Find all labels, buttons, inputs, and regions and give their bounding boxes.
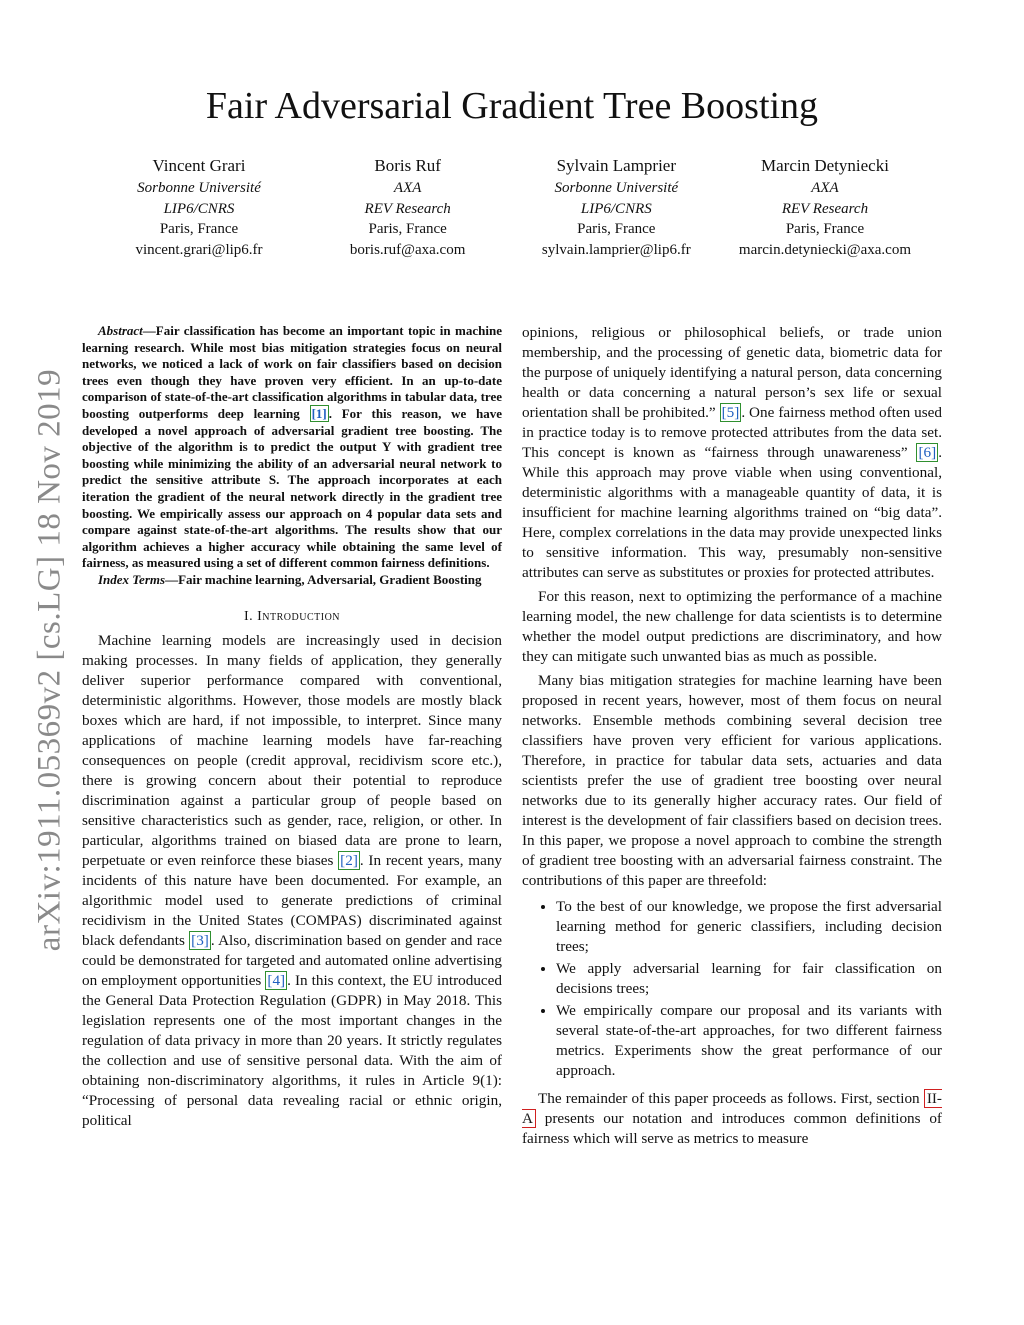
- author-affiliation: AXA: [811, 180, 839, 196]
- author-location: Paris, France: [785, 221, 865, 238]
- citation-link-5[interactable]: [5]: [721, 404, 740, 421]
- author-email: boris.ruf@axa.com: [349, 241, 466, 258]
- intro-text: . In recent years, many incidents of this nature have been documented. For example, an algorithmic model used to generate predictions of criminal recidivism in the United States (COMPAS) discriminated against black defendants: [82, 851, 503, 949]
- author-name: Vincent Grari: [152, 156, 246, 175]
- body-text: The remainder of this paper proceeds as follows. First, section: [538, 1090, 924, 1107]
- body-text: presents our notation and introduces common definitions of fairness which will serve as metrics to measure: [522, 1110, 942, 1147]
- bias-mitigation-paragraph: Many bias mitigation strategies for machine learning have been proposed in recent years, however, most of them focus on neural networks. Ensemble methods combining several decision tree classifiers have proven very efficient for various applications. Therefore, in practice for tabular data sets, actuaries and data scientists prefer the use of gradient tree boosting over neural networks due to its generally higher accuracy rates. Our field of interest is the development of fair classifiers based on decision trees. In this paper, we propose a novel approach to combine the strength of gradient tree boosting with an adversarial fairness constraint. The contributions of this paper are threefold:: [522, 672, 942, 889]
- section-heading-introduction: I. Introduction: [243, 608, 341, 624]
- index-terms-text: —Fair machine learning, Adversarial, Gradient Boosting: [165, 571, 482, 587]
- body-text: opinions, religious or philosophical beliefs, or trade union membership, and the processing of genetic data, biometric data for the purpose of uniquely identifying a natural person, data concerning health or data concerning a natural person’s sex life or sexual orientation shall be prohibited.”: [522, 324, 942, 421]
- challenge-paragraph: For this reason, next to optimizing the performance of a machine learning model, the new challenge for data scientists is to determine whether the model output predictions are discriminatory, and how they can mitigate such unwanted bias as much as possible.: [522, 588, 942, 665]
- author-3: [512, 154, 720, 260]
- author-location: Paris, France: [368, 221, 447, 238]
- author-location: Paris, France: [159, 221, 239, 238]
- intro-paragraph: [82, 631, 502, 1131]
- author-name: Marcin Detyniecki: [761, 156, 889, 175]
- left-column: [82, 323, 502, 1131]
- author-block: [95, 154, 929, 260]
- author-department: LIP6/CNRS: [163, 200, 235, 217]
- citation-link-4[interactable]: [4]: [267, 971, 286, 989]
- arxiv-identifier: arXiv:1911.05369v2 [cs.LG] 18 Nov 2019: [31, 368, 68, 952]
- paper-title: Fair Adversarial Gradient Tree Boosting: [205, 85, 819, 127]
- author-department: REV Research: [364, 200, 451, 217]
- author-email: vincent.grari@lip6.fr: [135, 241, 263, 258]
- author-affiliation: Sorbonne Université: [137, 180, 261, 196]
- intro-text: Machine learning models are increasingly used in decision making processes. In many fields of application, they generally deliver superior performance compared with conventional, deterministic algorithms. However, those models are mostly black boxes which are hard, if not impossible, to interpret. Since many applications of machine learning models have far-reaching consequences on people (credit approval, recidivism score etc.), there is growing concern about their potential to reproduce discrimination against a particular group of people based on sensitive characteristics such as gender, race, religion, or other. In particular, algorithms trained on biased data are prone to learn, perpetuate or even reinforce these biases: [82, 631, 502, 869]
- body-text: . One fairness method often used in practice today is to remove protected attributes from the data set. This concept is known as “fairness through unawareness”: [522, 404, 942, 461]
- citation-link-6[interactable]: [6]: [918, 444, 937, 461]
- intro-text: . Also, discrimination based on gender and race could be demonstrated for targeted and automated online advertising on employment opportunities: [82, 931, 502, 989]
- right-column: [522, 323, 942, 1149]
- list-item: • To the best of our knowledge, we propose the first adversarial learning method for generic classifiers, including decision trees;: [556, 897, 942, 957]
- author-4: [721, 154, 929, 260]
- author-1: [95, 154, 303, 260]
- author-affiliation: Sorbonne Université: [554, 180, 679, 196]
- author-name: Boris Ruf: [374, 156, 441, 175]
- citation-link-2[interactable]: [2]: [340, 851, 358, 869]
- outline-paragraph: [522, 1089, 942, 1149]
- list-item: • We apply adversarial learning for fair classification on decisions trees;: [556, 959, 942, 999]
- author-affiliation: AXA: [393, 180, 422, 196]
- abstract-text-cont: . For this reason, we have developed a novel approach of adversarial gradient tree boosting. The objective of the algorithm is to predict the output Y with gradient tree boosting while minimizing the ability of an adversarial neural network to predict the sensitive attribute S. The approach incorporates at each iteration the gradient of the neural network directly in the gradient tree boosting. We empirically assess our approach on 4 popular data sets and compare against state-of-the-art algorithms. The results show that our algorithm achieves a higher accuracy while obtaining the same level of fairness, as measured using a set of different common fairness definitions.: [82, 405, 503, 571]
- index-terms-label: Index Terms: [98, 571, 166, 587]
- author-2: [304, 154, 512, 260]
- abstract: [82, 323, 502, 572]
- body-text: . While this approach may prove viable when using conventional, deterministic algorithms with a manageable quantity of data, it is insufficient for machine learning algorithms trained on “big data”. Here, complex correlations in the data may provide unexpected links to sensitive information. This way, presumably non-sensitive attributes can serve as substitutes or proxies for protected attributes.: [522, 444, 942, 581]
- index-terms: [82, 572, 502, 589]
- author-department: REV Research: [781, 200, 869, 217]
- author-email: marcin.detyniecki@axa.com: [738, 241, 911, 258]
- intro-text: . In this context, the EU introduced the General Data Protection Regulation (GDPR) in May 2018. This legislation represents one of the most important changes in the regulation of data privacy in more than 20 years. It strictly regulates the collection and use of sensitive personal data. With the aim of obtaining non-discriminatory algorithms, it rules in Article 9(1): “Processing of personal data revealing racial or ethnic origin, political: [82, 971, 502, 1129]
- abstract-label: Abstract: [98, 323, 143, 338]
- author-location: Paris, France: [577, 221, 656, 238]
- gdpr-paragraph-cont: [522, 323, 942, 583]
- contributions-list: [522, 897, 942, 1081]
- author-name: Sylvain Lamprier: [556, 156, 677, 175]
- author-department: LIP6/CNRS: [580, 200, 652, 217]
- list-item: • We empirically compare our proposal and its variants with several state-of-the-art approaches, for two different fairness metrics. Experiments show the great performance of our approach.: [556, 1001, 942, 1081]
- author-email: sylvain.lamprier@lip6.fr: [541, 241, 691, 258]
- citation-link-1[interactable]: [1]: [311, 405, 327, 421]
- abstract-text: —Fair classification has become an important topic in machine learning research. While most bias mitigation strategies focus on neural networks, we noticed a lack of work on fair classifiers based on decision trees even though they have proven very efficient. In an up-to-date comparison of state-of-the-art classification algorithms in tabular data, tree boosting outperforms deep learning: [82, 323, 502, 421]
- citation-link-3[interactable]: [3]: [191, 931, 209, 949]
- section-reference-link[interactable]: II-A: [522, 1090, 942, 1127]
